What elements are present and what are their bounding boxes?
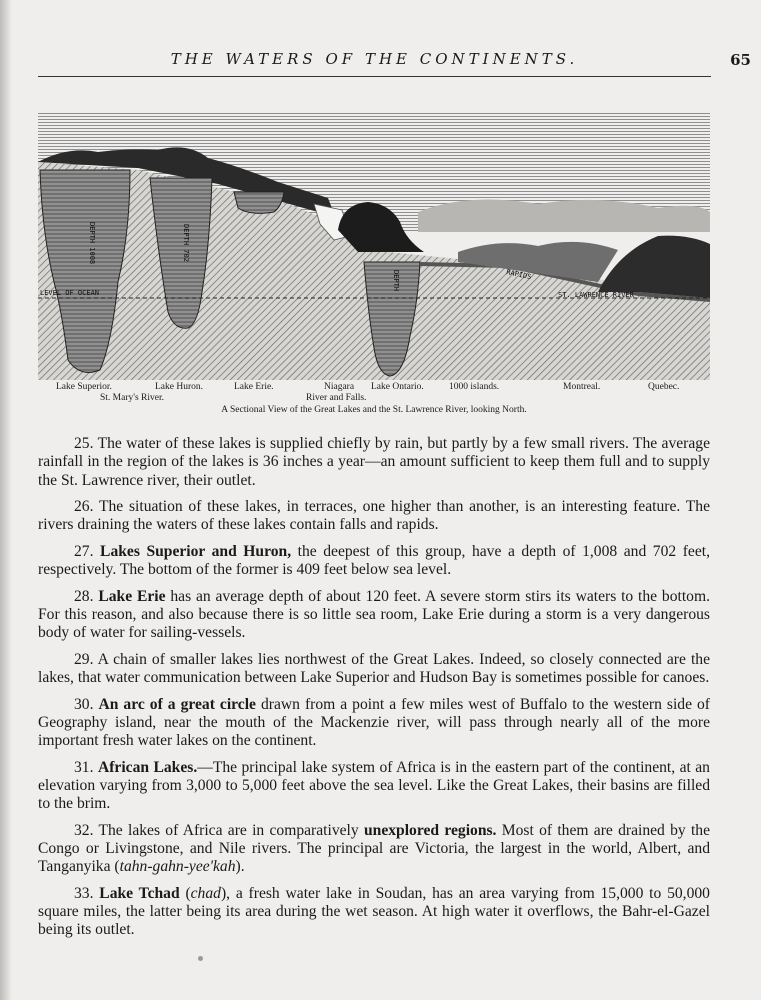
paragraph-30-number: 30. — [74, 695, 94, 713]
caption-1000-islands: 1000 islands. — [449, 382, 500, 392]
paragraph-32 — [38, 822, 710, 877]
ink-speck — [198, 956, 203, 961]
caption-lake-huron: Lake Huron. — [155, 382, 204, 392]
running-title: THE WATERS OF THE CONTINENTS. — [170, 50, 579, 68]
paragraph-32-text-after: Most of them are drained by the Congo or Livingstone, and Nile rivers. The principal are Victoria, the largest in the world, Albert, and Tanganyika ( — [38, 821, 711, 876]
paragraph-31-number: 31. — [74, 758, 94, 776]
paragraph-32-text-end: ). — [235, 858, 245, 876]
paragraph-33-text: ), a fresh water lake in Soudan, has an area varying from 15,000 to 50,000 square miles, the latter being its area during the wet season. At high water it overflows, the Bahr-el-Gazel being its outlet. — [38, 884, 710, 939]
paragraph-31-text: —The principal lake system of Africa is in the eastern part of the continent, at an elevation varying from 3,000 to 5,000 feet above the sea level. Like the Great Lakes, their basins are filled to the brim. — [38, 758, 710, 813]
paragraph-32-text-before: 32. The lakes of Africa are in comparatively — [74, 821, 359, 839]
paragraph-30-heading: An arc of a great circle — [98, 695, 256, 713]
page-edge-shadow — [0, 0, 12, 1000]
paragraph-27-text: the deepest of this group, have a depth of 1,008 and 702 feet, respectively. The bottom of the former is 409 feet below sea level. — [38, 542, 710, 579]
caption-montreal: Montreal. — [563, 382, 601, 392]
ontario-depth-label: DEPTH — [392, 270, 400, 292]
rapids-label: RAPIDS — [505, 268, 532, 282]
paragraph-31 — [38, 759, 710, 814]
paragraph-32-emphasis: unexplored regions. — [363, 821, 497, 839]
caption-lake-erie: Lake Erie. — [234, 382, 274, 392]
paragraph-27-number: 27. — [74, 542, 94, 560]
caption-lake-superior: Lake Superior. — [56, 382, 112, 392]
caption-st-marys-river: St. Mary's River. — [100, 393, 164, 403]
paragraph-31-heading: African Lakes. — [97, 758, 198, 776]
body-text — [38, 435, 710, 948]
paragraph-27 — [38, 543, 710, 580]
paragraph-26: 26. The situation of these lakes, in terraces, one higher than another, is an interesting feature. The rivers draining the waters of these lakes contain falls and rapids. — [38, 498, 710, 534]
paragraph-28-heading: Lake Erie — [98, 587, 166, 605]
page-header — [38, 50, 751, 77]
paragraph-33-open: ( — [185, 884, 191, 902]
paragraph-30 — [38, 696, 710, 751]
paragraph-33 — [38, 885, 710, 940]
paragraph-27-heading: Lakes Superior and Huron, — [100, 542, 292, 560]
paragraph-25: 25. The water of these lakes is supplied chiefly by rain, but partly by a few small rivers. The average rainfall in the region of the lakes is 36 inches a year—an amount sufficient to keep them full and to supply the St. Lawrence river, their outlet. — [38, 435, 710, 489]
paragraph-33-heading: Lake Tchad — [99, 884, 180, 902]
paragraph-29: 29. A chain of smaller lakes lies northwest of the Great Lakes. Indeed, so closely connected are the lakes, that water communication between Lake Superior and Hudson Bay is sometimes possible for canoes. — [38, 650, 710, 687]
sea-level-label: LEVEL OF OCEAN — [40, 289, 100, 297]
caption-river-and-falls: River and Falls. — [306, 393, 367, 403]
superior-depth-label: DEPTH 1008 — [88, 222, 96, 265]
paragraph-28 — [38, 588, 710, 643]
quebec-hill — [598, 236, 710, 298]
caption-quebec: Quebec. — [648, 382, 680, 392]
caption-niagara: Niagara — [324, 382, 355, 392]
paragraph-33-number: 33. — [74, 884, 94, 902]
paragraph-28-text: has an average depth of about 120 feet. A severe storm stirs its waters to the bottom. For this reason, and also because there is so little sea room, Lake Erie during a storm is a very dangerous body of water for sailing-vessels. — [38, 587, 710, 642]
paragraph-32-pronunciation: tahn-gahn-yee'kah — [119, 858, 236, 876]
huron-depth-label: DEPTH 702 — [182, 224, 190, 262]
figure-captions — [38, 382, 710, 416]
page-number: 65 — [730, 51, 751, 69]
st-lawrence-label: ST. LAWRENCE RIVER — [558, 291, 634, 299]
great-lakes-section-illustration — [38, 112, 710, 380]
caption-lake-ontario: Lake Ontario. — [371, 382, 424, 392]
lake-erie-basin — [234, 192, 284, 213]
paragraph-28-number: 28. — [74, 587, 94, 605]
paragraph-30-text: drawn from a point a few miles west of Buffalo to the western side of Geography island, near the mouth of the Mackenzie river, will pass through nearly all of the more important fresh water lakes on the continent. — [38, 695, 710, 750]
figure-caption: A Sectional View of the Great Lakes and the St. Lawrence River, looking North. — [221, 405, 527, 415]
paragraph-33-pronunciation: chad — [190, 884, 221, 902]
